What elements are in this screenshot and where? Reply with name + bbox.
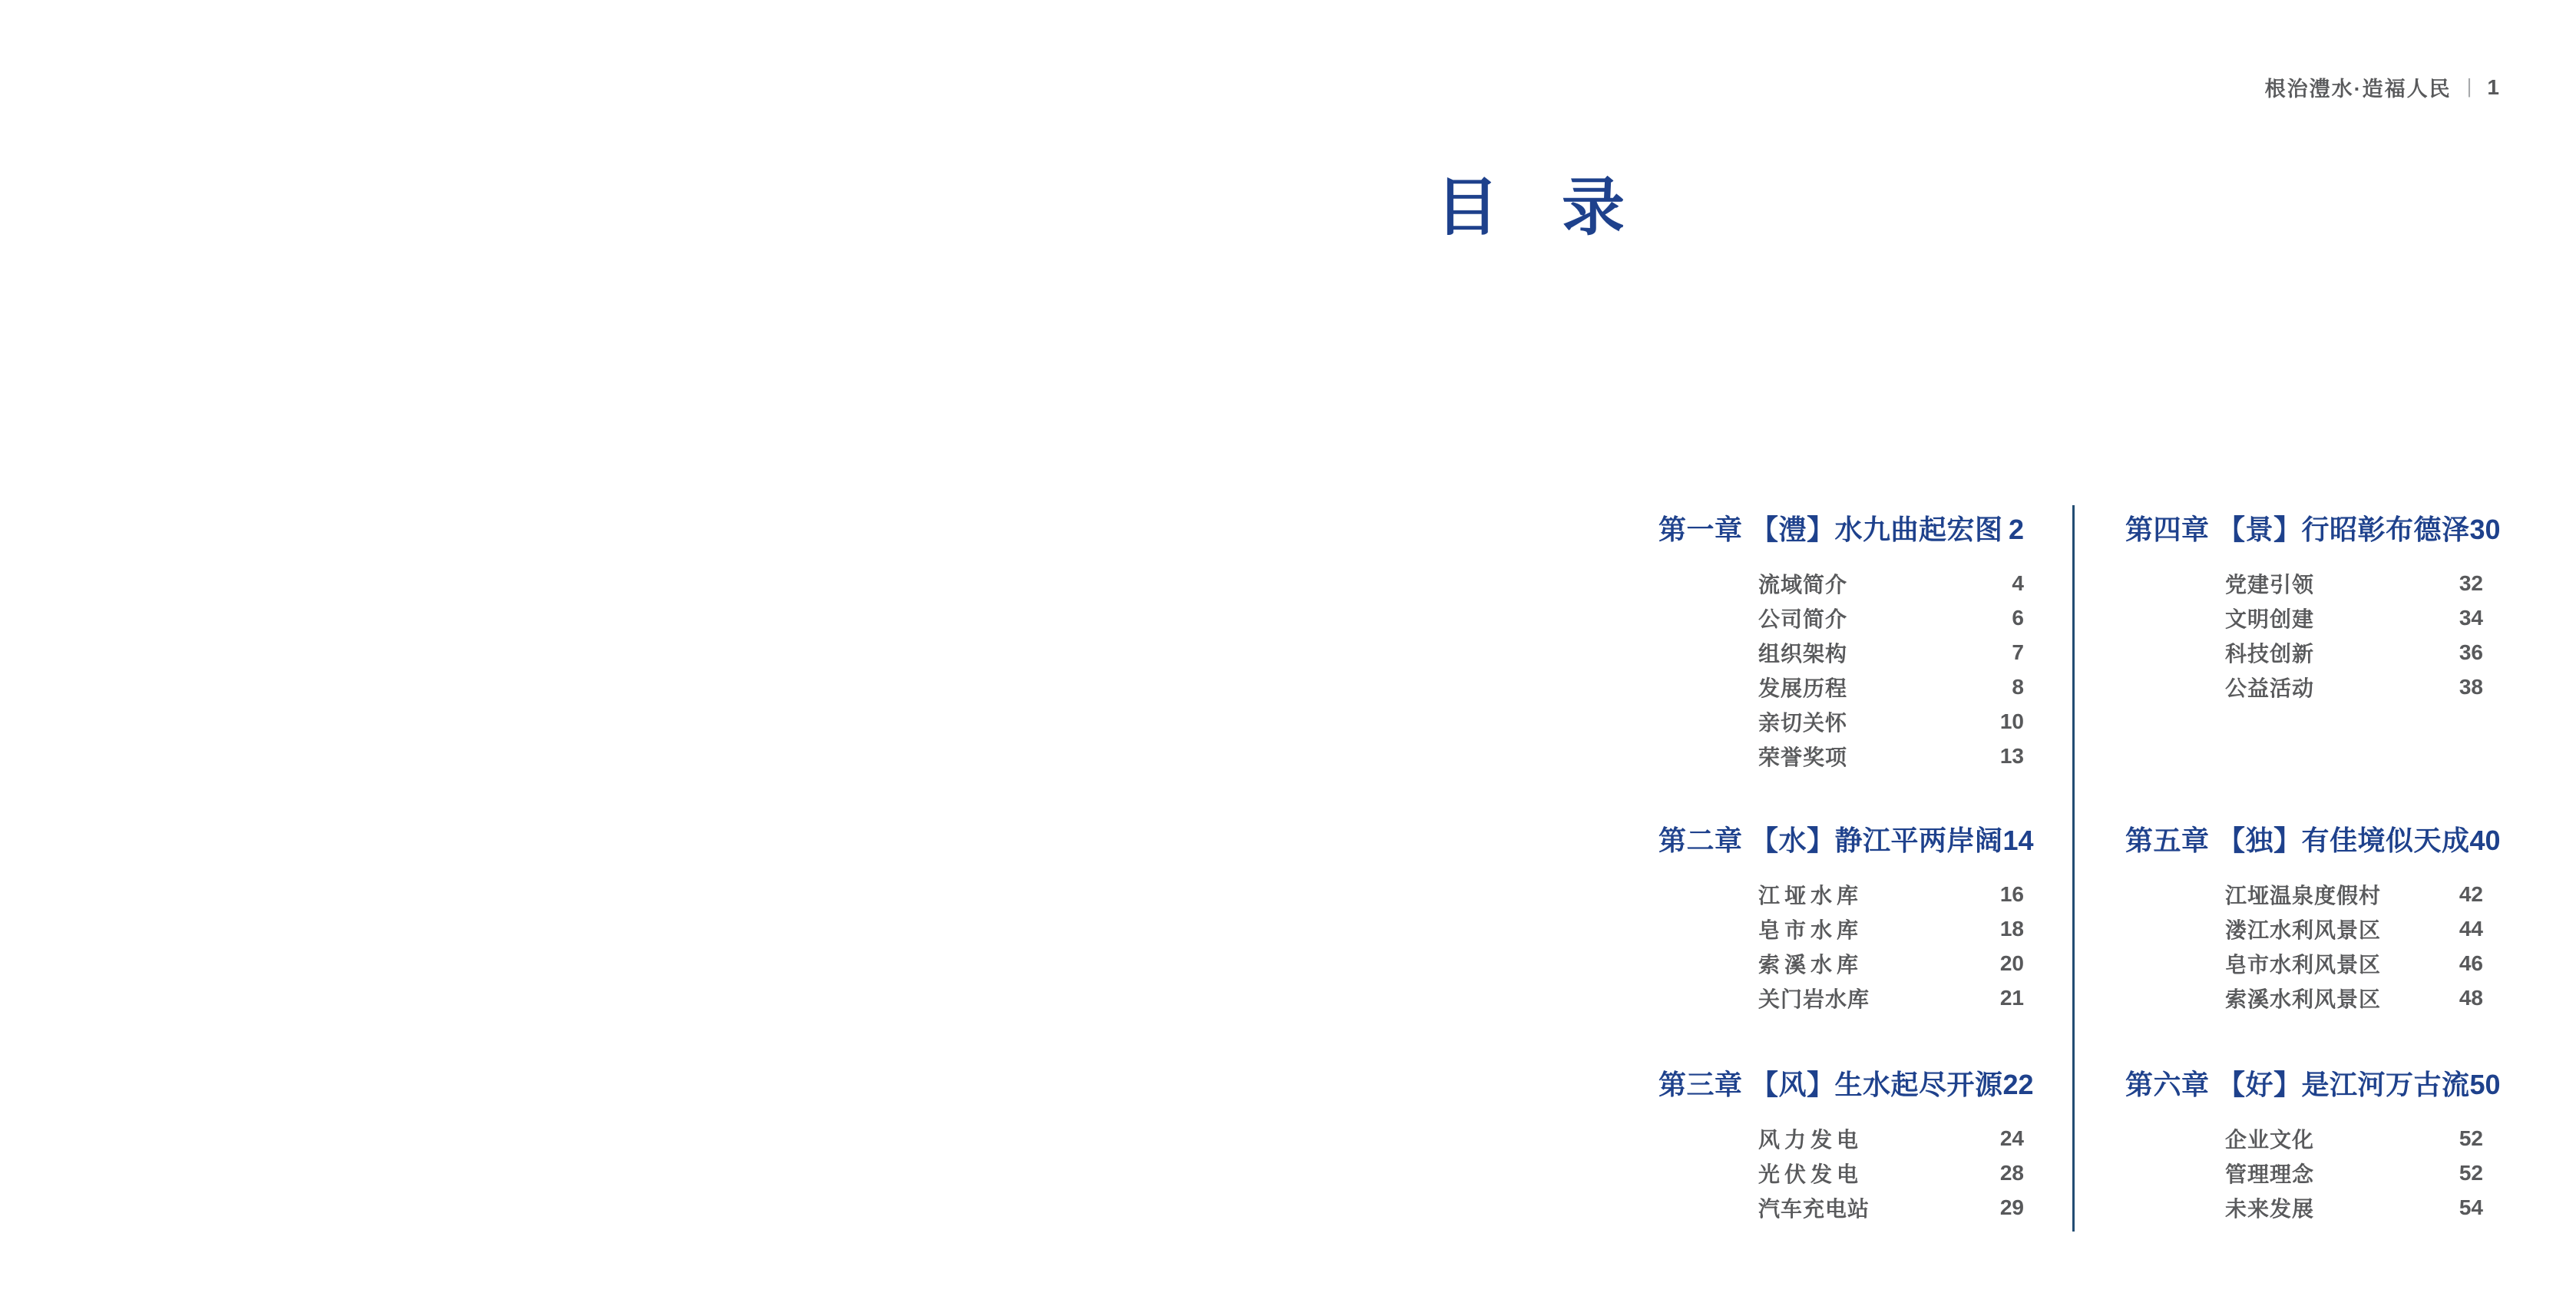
header-separator: | — [2466, 74, 2472, 98]
toc-entry-label: 皂市水利风景区 — [2225, 952, 2382, 977]
toc-entry-label: 风力发电 — [1758, 1127, 1863, 1152]
toc-entry-label: 荣誉奖项 — [1758, 745, 1848, 769]
toc-entry-page-number: 38 — [2459, 674, 2483, 699]
chapter-block-2 — [1658, 825, 2034, 1015]
toc-entry — [1658, 670, 2024, 704]
toc-entry-label: 科技创新 — [2225, 641, 2315, 666]
toc-entry-label: 发展历程 — [1758, 676, 1848, 700]
toc-entry-label: 皂市水库 — [1758, 918, 1863, 942]
toc-entry-page-number: 28 — [1999, 1160, 2024, 1185]
toc-entry — [2125, 911, 2483, 946]
toc-entry-label: 索溪水利风景区 — [2225, 987, 2382, 1011]
chapter-title: 第二章 【水】静江平两岸阔 — [1658, 825, 2003, 856]
toc-entry-label: 公司简介 — [1758, 607, 1848, 631]
chapter-page-number: 30 — [2469, 514, 2501, 545]
chapter-entries — [1658, 877, 2024, 1015]
chapter-entries — [2125, 566, 2483, 704]
toc-entry-label: 江垭水库 — [1758, 883, 1863, 908]
chapter-block-4 — [2125, 514, 2501, 704]
toc-entry-page-number: 54 — [2459, 1195, 2483, 1219]
toc-entry-page-number: 32 — [2459, 570, 2483, 595]
toc-entry-label: 江垭温泉度假村 — [2225, 883, 2382, 908]
toc-entry-label: 流域简介 — [1758, 572, 1848, 597]
toc-entry-label: 汽车充电站 — [1758, 1196, 1870, 1221]
toc-entry-page-number: 21 — [1999, 985, 2024, 1010]
toc-entry-label: 光伏发电 — [1758, 1162, 1863, 1186]
page-header — [2265, 72, 2499, 102]
toc-entry — [2125, 600, 2483, 635]
chapter-block-5 — [2125, 825, 2501, 1015]
toc-entry-label: 组织架构 — [1758, 641, 1848, 666]
toc-entry-page-number: 20 — [1999, 951, 2024, 975]
chapter-heading — [1658, 825, 2034, 856]
chapter-title: 第六章 【好】是江河万古流 — [2125, 1069, 2470, 1100]
toc-entry-page-number: 18 — [1999, 916, 2024, 941]
toc-entry — [1658, 980, 2024, 1015]
toc-entry — [2125, 877, 2483, 911]
chapter-block-6 — [2125, 1069, 2501, 1225]
toc-entry — [2125, 566, 2483, 600]
chapter-page-number: 2 — [2008, 514, 2024, 545]
chapter-title: 第四章 【景】行昭彰布德泽 — [2125, 514, 2470, 545]
chapter-heading — [1658, 516, 2024, 544]
toc-entry — [2125, 1190, 2483, 1225]
toc-entry-page-number: 8 — [2012, 674, 2024, 699]
toc-entry — [1658, 1156, 2024, 1190]
toc-entry-label: 文明创建 — [2225, 607, 2315, 631]
toc-entry-label: 亲切关怀 — [1758, 710, 1848, 735]
toc-entry-label: 企业文化 — [2225, 1127, 2315, 1152]
toc-entry — [2125, 1156, 2483, 1190]
chapter-entries — [2125, 877, 2483, 1015]
toc-entry-page-number: 7 — [2012, 640, 2024, 664]
chapter-entries — [2125, 1121, 2483, 1225]
toc-entry-page-number: 46 — [2459, 951, 2483, 975]
chapter-entries — [1658, 566, 2024, 773]
chapter-title: 第一章 【澧】水九曲起宏图 — [1658, 514, 2003, 545]
header-page-number: 1 — [2487, 74, 2499, 99]
toc-entry-page-number: 29 — [1999, 1195, 2024, 1219]
toc-entry-page-number: 52 — [2459, 1160, 2483, 1185]
toc-entry-page-number: 4 — [2012, 570, 2024, 595]
toc-entry-page-number: 10 — [1999, 709, 2024, 733]
toc-entry — [1658, 1121, 2024, 1156]
toc-entry-label: 溇江水利风景区 — [2225, 918, 2382, 942]
toc-entry — [2125, 980, 2483, 1015]
chapter-heading — [2125, 825, 2501, 856]
chapter-page-number: 22 — [2002, 1069, 2034, 1100]
toc-entry — [1658, 566, 2024, 600]
toc-entry-page-number: 36 — [2459, 640, 2483, 664]
toc-entry-label: 公益活动 — [2225, 676, 2315, 700]
toc-entry — [1658, 635, 2024, 670]
toc-entry — [2125, 1121, 2483, 1156]
toc-entry-page-number: 34 — [2459, 605, 2483, 630]
toc-entry-page-number: 42 — [2459, 881, 2483, 906]
chapter-heading — [1658, 1069, 2034, 1100]
toc-entry-page-number: 13 — [1999, 743, 2024, 768]
chapter-block-1 — [1658, 516, 2024, 773]
toc-entry — [1658, 704, 2024, 739]
header-slogan: 根治澧水·造福人民 — [2264, 78, 2452, 101]
chapter-page-number: 40 — [2469, 825, 2501, 856]
chapter-page-number: 50 — [2469, 1069, 2501, 1100]
toc-entry — [1658, 600, 2024, 635]
toc-entry — [2125, 670, 2483, 704]
toc-entry-label: 党建引领 — [2225, 572, 2315, 597]
toc-entry — [1658, 739, 2024, 773]
toc-entry-page-number: 44 — [2459, 916, 2483, 941]
toc-title: 目 录 — [1436, 173, 1625, 243]
toc-entry — [1658, 1190, 2024, 1225]
chapter-heading — [2125, 514, 2501, 545]
toc-entry-label: 关门岩水库 — [1758, 987, 1870, 1011]
toc-entry-label: 索溪水库 — [1758, 952, 1863, 977]
toc-entry — [1658, 946, 2024, 980]
chapter-entries — [1658, 1121, 2024, 1225]
toc-entry-page-number: 52 — [2459, 1126, 2483, 1150]
chapter-heading — [2125, 1069, 2501, 1100]
toc-entry-label: 未来发展 — [2225, 1196, 2315, 1221]
chapter-page-number: 14 — [2002, 825, 2034, 856]
toc-entry — [2125, 946, 2483, 980]
toc-entry — [1658, 877, 2024, 911]
toc-entry — [2125, 635, 2483, 670]
chapter-title: 第五章 【独】有佳境似天成 — [2125, 825, 2470, 856]
chapter-block-3 — [1658, 1069, 2034, 1225]
toc-entry — [1658, 911, 2024, 946]
toc-entry-page-number: 48 — [2459, 985, 2483, 1010]
chapter-title: 第三章 【风】生水起尽开源 — [1658, 1069, 2003, 1100]
toc-entry-page-number: 6 — [2012, 605, 2024, 630]
toc-entry-label: 管理理念 — [2225, 1162, 2315, 1186]
toc-entry-page-number: 16 — [1999, 881, 2024, 906]
toc-entry-page-number: 24 — [1999, 1126, 2024, 1150]
column-divider — [2072, 505, 2075, 1232]
